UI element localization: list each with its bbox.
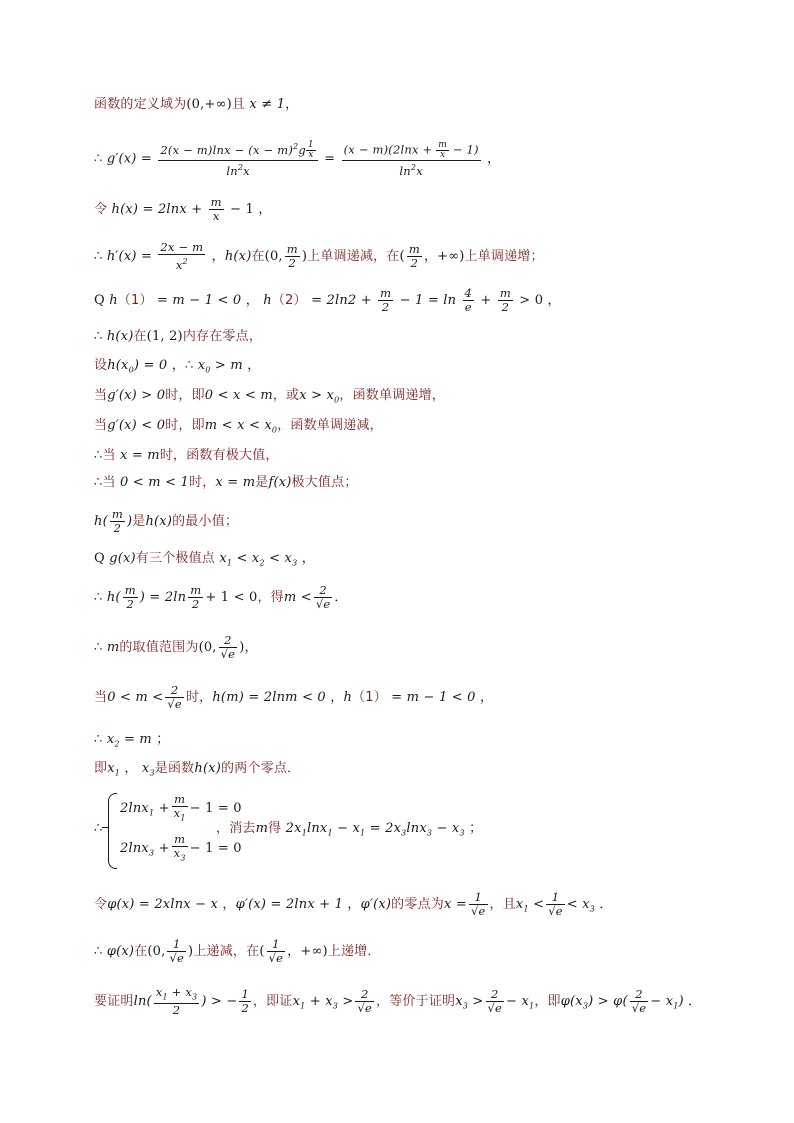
domain-line: 函数的定义域为(0,+∞)且 x ≠ 1， (94, 97, 299, 112)
range-line: ∴ m的取值范围为(0, $\frac{2}{√e}$ )， (94, 633, 258, 661)
three-extrema-line: Q g(x)有三个极值点 $x_1 < x_2 < x_3$ ， (94, 551, 315, 568)
decreasing-line: 当g′(x) < 0时，即$m < x < x_0$，函数单调递减， (94, 418, 383, 435)
equation-system: ∴ 2lnx$_1$ + $\frac{m}{x_1}$ − 1 = 0 2lnx$_3$ + $\frac{m}{x_3}$ − 1 = 0 ，消去m得 $2x_1\ln x_1 - x_1 = 2x_3\ln x_3 - x_3$ ； (94, 789, 454, 869)
max-point-line: ∴当 0 < m < 1时，x = m是f(x)极大值点； (94, 475, 358, 490)
phi-define-line: 令φ(x) = 2xlnx − x ，φ′(x) = 2lnx + 1 ，φ′(x)的零点为x = $\frac{1}{√e}$ ，且$x_1$ < $\frac{1}{√e}$ < $x_3$ ． (94, 890, 613, 918)
set-x0-line: 设$h(x_0) = 0$ ，∴ $x_0 > m$ ， (94, 358, 261, 375)
case-line: 当0 < m < $\frac{2}{√e}$ 时，h(m) = 2lnm < 0 ，h（1） = m − 1 < 0 ， (94, 683, 494, 711)
h-derivative-line: ∴ h′(x) = $\frac{2x - m}{x^2}$ ，h(x)在(0, $\frac{m}{2}$ )上单调递减，在( $\frac{m}{2}$ ，+∞)上单调递增； (94, 240, 544, 272)
increasing-line: 当g′(x) > 0时，即0 < x < m，或$x > x_0$，函数单调递增， (94, 388, 445, 405)
prove-line: 要证明ln( $\frac{x_1 + x_3}{2}$ ) > − $\frac{1}{2}$ ，即证$x_1 + x_3$ > $\frac{2}{√e}$ ，等价于证明$x_3$ > $\frac{2}{√e}$ − $x_1$，即$\varphi(x_3) > \varphi$( $\frac{2}{√e}$ − $x_1$) ． (94, 985, 702, 1018)
derivative-g-line: ∴ g′(x) = $2(x - m)\ln x - (x - m)^2g$ $\frac{1}{x}$ $\ln^2x$ = (x − m)(2lnx + $\frac{m}{x}$ − 1) $\ln^2x$ ， (94, 139, 501, 179)
define-h-line: 令 h(x) = 2lnx + $\frac{m}{x}$ − 1 ， (94, 195, 272, 223)
system-eq-1: 2lnx$_1$ + $\frac{m}{x_1}$ − 1 = 0 (120, 792, 242, 823)
eliminate-m-text: ，消去m得 $2x_1\ln x_1 - x_1 = 2x_3\ln x_3 - x_3$ ； (216, 821, 483, 838)
max-value-line: ∴当 x = m时，函数有极大值， (94, 448, 279, 463)
phi-monotone-line: ∴ φ(x)在(0, $\frac{1}{√e}$ )上递减，在( $\frac{1}{√e}$ ，+∞)上递增． (94, 937, 381, 965)
condition-line: ∴ h( $\frac{m}{2}$ ) = 2ln $\frac{m}{2}$ + 1 < 0，得m < $\frac{2}{√e}$ ． (94, 583, 348, 611)
left-brace (108, 793, 117, 869)
two-zeros-line: 即$x_1$ ， $x_3$是函数h(x)的两个零点． (94, 761, 301, 778)
x2-line: ∴ $x_2 = m$ ； (94, 732, 170, 749)
system-eq-2: 2lnx$_3$ + $\frac{m}{x_3}$ − 1 = 0 (120, 832, 242, 863)
min-value-line: h( $\frac{m}{2}$ )是h(x)的最小值； (94, 507, 239, 535)
h-values-line: Q h（1） = m − 1 < 0 ， h（2） = 2ln2 + $\frac{m}{2}$ − 1 = ln $\frac{4}{e}$ + $\frac{m}{2}$ > 0 ， (94, 286, 561, 314)
zero-exists-line: ∴ h(x)在(1, 2)内存在零点， (94, 329, 263, 344)
